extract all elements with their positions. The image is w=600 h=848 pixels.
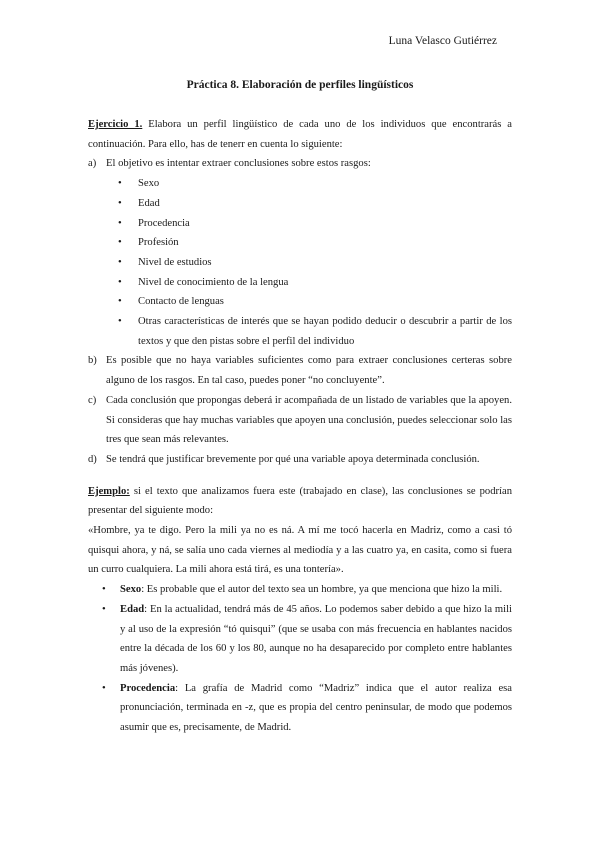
bullet-icon: • (118, 296, 122, 308)
item-marker: d) (88, 453, 97, 465)
bullet-icon: • (102, 584, 106, 596)
trait-label: Profesión (138, 237, 179, 249)
example-intro (88, 482, 512, 521)
list-item (88, 174, 512, 194)
conclusion-sexo (88, 580, 512, 600)
bullet-icon: • (118, 237, 122, 249)
exercise-label: Ejercicio 1. (88, 119, 143, 130)
conclusion-edad (88, 600, 512, 679)
conclusions-list (88, 580, 512, 738)
bullet-icon: • (118, 276, 122, 288)
example-intro-text: si el texto que analizamos fuera este (trabajado en clase), las conclusiones se podrían presentar del siguiente modo: (88, 485, 512, 517)
item-text-end: . (381, 375, 385, 387)
trait-label: Procedencia (138, 217, 190, 229)
trait-label: Nivel de conocimiento de la lengua (138, 276, 289, 288)
trait-label: Nivel de estudios (138, 256, 212, 268)
trait-label: Sexo (138, 178, 160, 190)
list-item (88, 233, 512, 253)
item-emphasis: “no concluyente” (308, 375, 382, 387)
traits-list (88, 174, 512, 351)
item-marker: b) (88, 355, 97, 367)
list-item (88, 194, 512, 214)
conclusion-text: : Es probable que el autor del texto sea un hombre, ya que menciona que hizo la mili. (141, 584, 503, 596)
conclusion-procedencia (88, 679, 512, 738)
exercise-item-b (88, 351, 512, 390)
item-marker: c) (88, 394, 97, 406)
page-title: Práctica 8. Elaboración de perfiles lingüísticos (186, 79, 414, 91)
list-item (88, 214, 512, 234)
trait-label: Edad (138, 197, 160, 209)
exercise-intro-text: Elabora un perfil lingüístico de cada uno de los individuos que encontrarás a continuación. Para ello, has de tenerr en cuenta lo siguiente: (88, 119, 512, 150)
exercise-item-a (88, 154, 512, 174)
bullet-icon: • (118, 256, 122, 268)
item-text: Cada conclusión que propongas deberá ir acompañada de un listado de variables que la apoyen. Si consideras que hay muchas variables que apoyen una conclusión, puedes seleccionar solo las tres que sean más relevantes. (106, 394, 512, 446)
bullet-icon: • (118, 316, 122, 328)
author-name: Luna Velasco Gutiérrez (388, 35, 497, 47)
item-text: El objetivo es intentar extraer conclusiones sobre estos rasgos: (106, 158, 371, 170)
bullet-icon: • (102, 603, 106, 615)
conclusion-text: : La grafía de Madrid como “Madriz” indica que el autor realiza esa pronunciación, terminada en -z, que es propia del centro peninsular, de modo que podemos asumir que es, precisamente, de Madrid. (120, 682, 512, 734)
list-item (88, 253, 512, 273)
bullet-icon: • (102, 682, 106, 694)
exercise-item-c (88, 391, 512, 450)
conclusion-label: Edad (120, 603, 145, 615)
conclusion-text: : En la actualidad, tendrá más de 45 años. Lo podemos saber debido a que hizo la mili y al uso de la expresión “tó quisqui” (que se usaba con más frecuencia en hablantes nacidos entre la década de los 60 y los 80, aunque no ha desaparecido por completo entre hablantes más jóvenes). (120, 603, 512, 674)
bullet-icon: • (118, 178, 122, 190)
exercise-intro (88, 115, 512, 154)
list-item (88, 292, 512, 312)
example-quote: «Hombre, ya te digo. Pero la mili ya no es ná. A mí me tocó hacerla en Madriz, como a casi tó quisqui ahora, y ná, se salía uno cada viernes al mediodía y a las cuatro ya, en casita, como si fuera un curro cualquiera. La mili ahora está tirá, es una tontería». (88, 525, 512, 576)
bullet-icon: • (118, 217, 122, 229)
bullet-icon: • (118, 197, 122, 209)
item-text: Se tendrá que justificar brevemente por qué una variable apoya determinada conclusión. (106, 453, 480, 465)
list-item (88, 273, 512, 293)
conclusion-label: Sexo (120, 584, 142, 596)
item-text: Es posible que no haya variables suficientes como para extraer conclusiones certeras sobre alguno de los rasgos. En tal caso, puedes poner (106, 355, 512, 387)
trait-label: Otras características de interés que se hayan podido deducir o descubrir a partir de los textos y que den pistas sobre el perfil del individuo (138, 316, 512, 347)
trait-label: Contacto de lenguas (138, 296, 224, 308)
item-marker: a) (88, 158, 97, 170)
example-label: Ejemplo: (88, 485, 130, 497)
exercise-item-d (88, 450, 512, 470)
document-body (88, 115, 512, 738)
list-item (88, 312, 512, 351)
conclusion-label: Procedencia (120, 682, 176, 694)
